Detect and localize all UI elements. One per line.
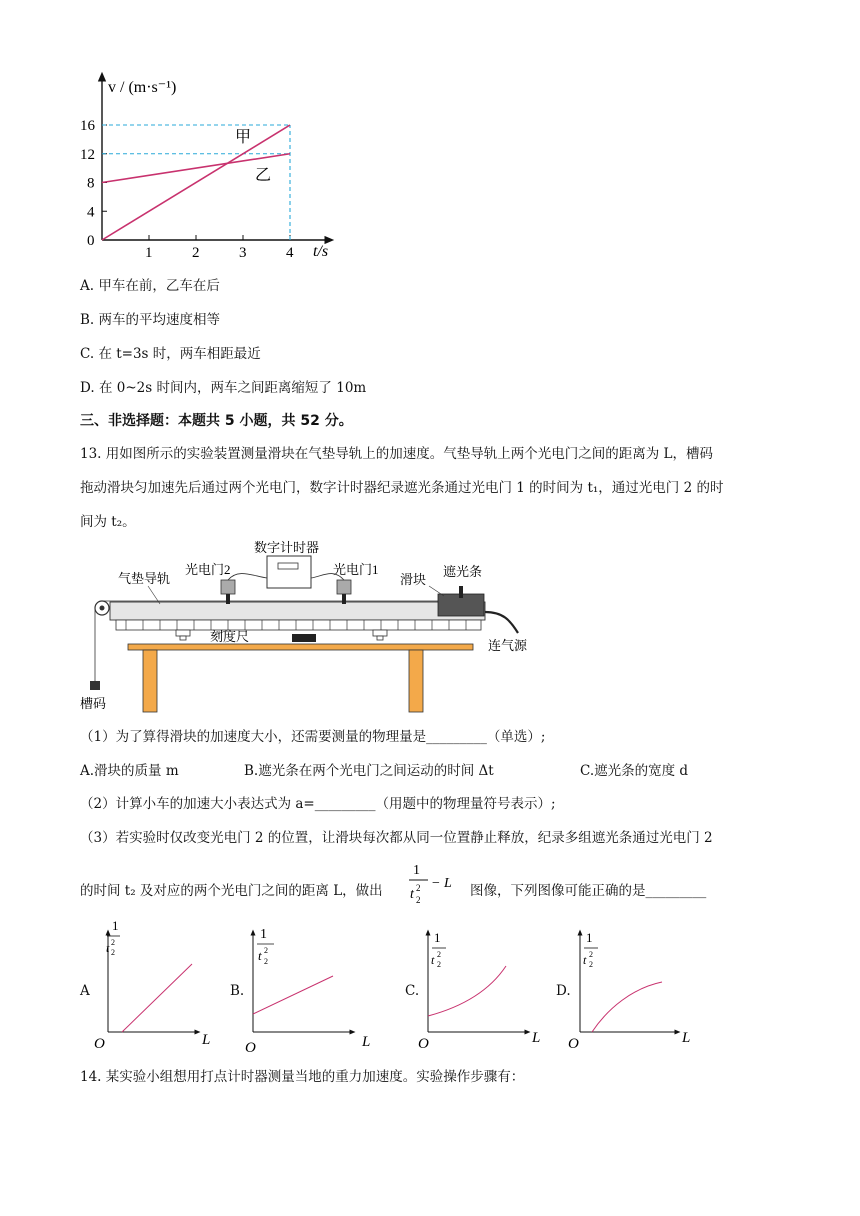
option-b: B. 两车的平均速度相等 [80,312,221,328]
y-tick-label: 12 [80,146,95,163]
svg-text:−: − [432,876,440,891]
photogate-2 [221,580,235,594]
svg-text:1: 1 [112,918,119,933]
q14-line1: 14. 某实验小组想用打点计时器测量当地的重力加速度。实验操作步骤有： [80,1069,525,1085]
svg-text:L: L [444,876,452,891]
ruler [116,620,481,630]
svg-text:2: 2 [416,883,421,893]
y-tick-label: 0 [87,233,95,249]
svg-text:O: O [245,1040,256,1056]
y-tick-label: 16 [80,118,95,134]
svg-text:L: L [532,1030,541,1046]
air-track [110,602,485,620]
series-label-jia: 甲 [235,129,252,146]
svg-text:2: 2 [264,957,268,966]
graph-label-d: D. [556,983,571,999]
option-c: C. 在 t=3s 时，两车相距最近 [80,346,261,362]
q13-sub3-line1: （3）若实验时仅改变光电门 2 的位置，让滑块每次都从同一位置静止释放，纪录多组遮光条通过光电门 2 [80,830,713,846]
svg-text:2: 2 [589,960,593,969]
y-axis-label: v / (m·s⁻¹) [108,79,177,96]
q13-sub1-opt-c: C.遮光条的宽度 d [580,763,689,779]
svg-text:t: t [106,941,110,955]
option-d: D. 在 0~2s 时间内，两车之间距离缩短了 10m [80,380,367,396]
label-timer: 数字计时器 [254,540,320,555]
x-tick-label: 3 [239,245,247,261]
section-title: 三、非选择题：本题共 5 小题，共 52 分。 [80,413,353,429]
svg-text:2: 2 [264,946,268,955]
graph-label-b: B. [230,983,245,999]
table-top [128,644,473,650]
table-leg-right [409,650,423,712]
x-tick-label: 2 [192,245,200,261]
q13-sub3-line2a: 的时间 t₂ 及对应的两个光电门之间的距离 L，做出 [80,883,383,899]
svg-text:O: O [568,1036,579,1052]
svg-text:2: 2 [589,950,593,959]
digital-timer [267,556,311,588]
svg-text:2: 2 [437,950,441,959]
graph-a [94,918,210,1052]
svg-text:1: 1 [260,927,267,942]
q13-sub1: （1）为了算得滑块的加速度大小，还需要测量的物理量是_________（单选）; [80,729,546,745]
velocity-time-chart [80,70,350,270]
svg-text:1: 1 [586,930,593,945]
label-air: 连气源 [488,638,528,653]
apparatus-diagram [78,538,548,713]
q13-sub3-line2b: 图像，下列图像可能正确的是_________ [470,883,707,899]
q13-sub1-opt-a: A.滑块的质量 m [80,763,179,779]
q13-sub1-opt-b: B.遮光条在两个光电门之间运动的时间 Δt [244,763,494,779]
label-weight: 槽码 [80,696,107,711]
fraction-1-over-t2-squared-minus-L [406,858,468,908]
label-gate2: 光电门2 [185,562,231,577]
svg-text:O: O [94,1036,105,1052]
y-tick-label: 4 [87,204,95,221]
q13-sub2: （2）计算小车的加速大小表达式为 a=_________（用题中的物理量符号表示）; [80,796,556,812]
label-rail: 气垫导轨 [118,571,171,586]
q13-line3: 间为 t₂。 [80,514,136,530]
label-gate1: 光电门1 [333,562,379,577]
shade-strip [459,586,463,598]
svg-text:t: t [431,953,435,967]
label-slider: 滑块 [400,572,427,587]
svg-text:L: L [202,1032,211,1048]
option-a: A. 甲车在前，乙车在后 [80,278,220,294]
svg-text:t: t [258,948,262,963]
option-graphs [88,918,708,1058]
svg-text:L: L [682,1030,691,1046]
hanging-weight [90,681,100,690]
graph-label-c: C. [405,983,420,999]
label-ruler: 刻度尺 [210,629,250,644]
table-leg-left [143,650,157,712]
x-tick-label: 4 [286,245,294,261]
svg-text:O: O [418,1036,429,1052]
graph-d [568,930,690,1052]
svg-text:1: 1 [434,930,441,945]
svg-text:L: L [362,1034,371,1050]
svg-text:1: 1 [413,863,420,878]
svg-text:t: t [583,953,587,967]
y-tick-label: 8 [87,175,95,192]
q13-line1: 13. 用如图所示的实验装置测量滑块在气垫导轨上的加速度。气垫导轨上两个光电门之间的距离为 L，槽码 [80,446,714,462]
label-shade: 遮光条 [443,564,483,579]
svg-text:t: t [410,887,414,902]
x-tick-label: 1 [145,245,153,261]
svg-text:2: 2 [416,895,421,905]
graph-b [245,927,370,1056]
svg-text:2: 2 [111,948,115,957]
graph-c [418,930,540,1052]
svg-text:2: 2 [437,960,441,969]
x-axis-label: t/s [313,243,329,260]
series-label-yi: 乙 [255,167,272,184]
graph-label-a: A [80,983,90,999]
q13-line2: 拖动滑块匀加速先后通过两个光电门，数字计时器纪录遮光条通过光电门 1 的时间为 t₁，通过光电门 2 的时 [80,480,724,496]
svg-text:2: 2 [111,938,115,947]
photogate-1 [337,580,351,594]
